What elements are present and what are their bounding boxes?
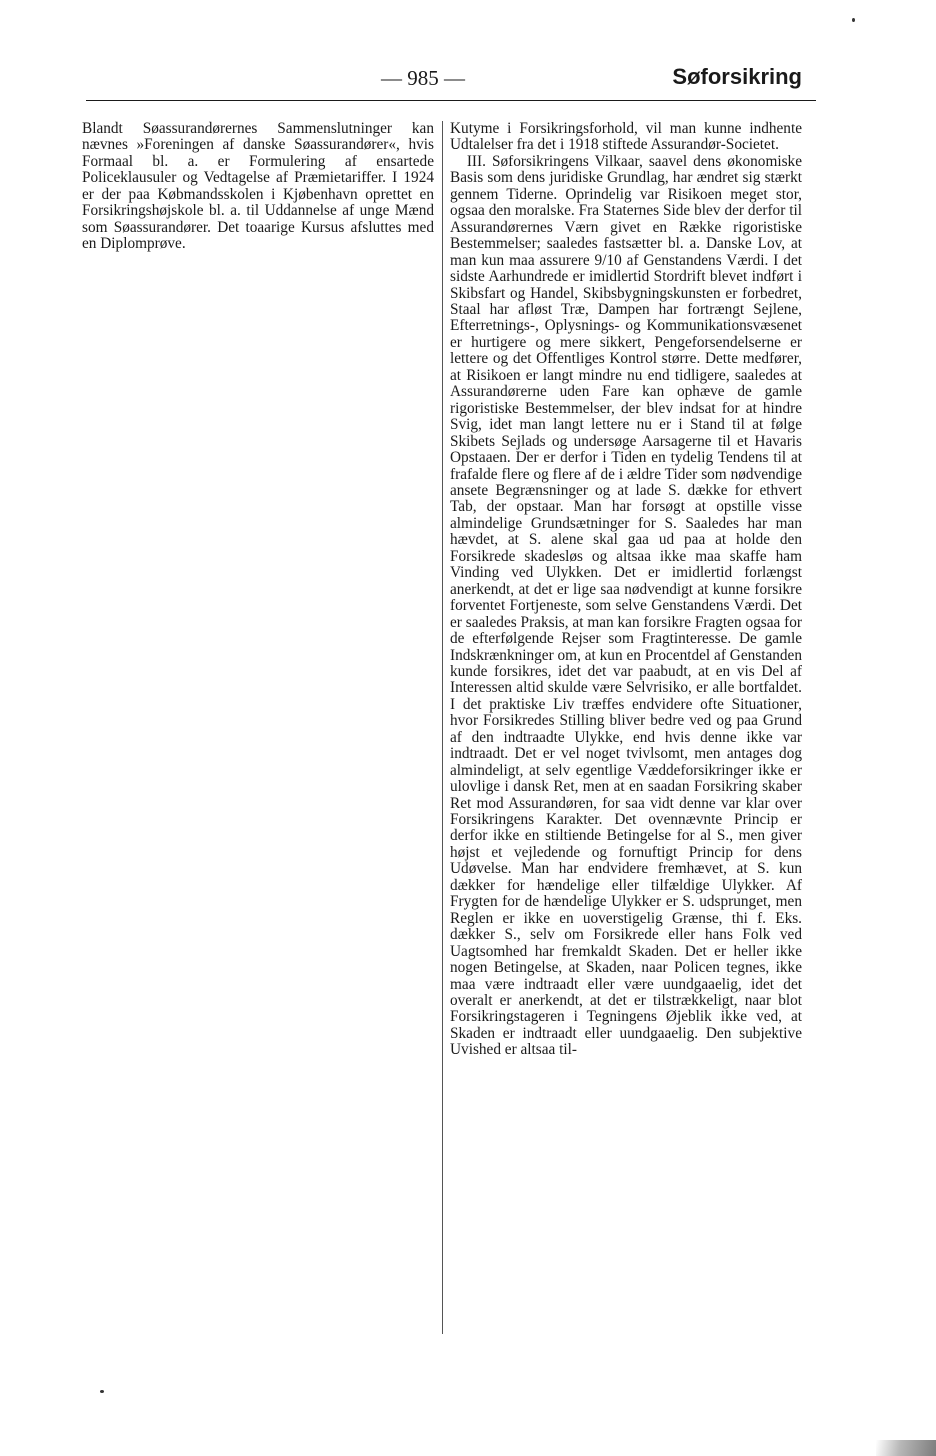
scan-speck [100, 1390, 104, 1393]
paragraph-section-iii: III. Søforsikringens Vilkaar, saavel dens økonomiske Basis som dens juridiske Grundlag, har ændret sig stærkt gennem Tiderne. Oprindelig var Risikoen meget stor, ogsaa den moralske. Fra Staternes Side blev der derfor til Assurandørernes Værn givet en Række rigoristiske Bestemmelser; saaledes fastsætter bl. a. Danske Lov, at man kun maa assurere 9/10 af Genstandens Værdi. I det sidste Aarhundrede er imidlertid Stordrift blevet indført i Skibsfart og Handel, Skibsbygningskunsten er forbedret, Staal har afløst Træ, Dampen har fortrængt Sejlene, Efterretnings-, Oplysnings- og Kommunikationsvæsenet er hurtigere og mere sikkert, Pengeforsendelserne er lettere og det Offentliges Kontrol større. Dette medfører, at Risikoen er langt mindre nu end tidligere, saaledes at Assurandørerne uden Fare kan ophæve de gamle rigoristiske Bestemmelser, der blev indsat for at hindre Svig, idet man langt lettere nu er i Stand til at følge Skibets Sejlads og undersøge Aarsagerne til et Havaris Opstaaen. Der er derfor i Tiden en tydelig Tendens til at frafalde flere og flere af de i ældre Tider som nødvendige ansete Begrænsninger og at lade S. dække for ethvert Tab, der opstaar. Man har forsøgt at opstille visse almindelige Grundsætninger for S. Saaledes har man hævdet, at S. alene skal gaa ud paa at holde den Forsikrede skadesløs og altsaa ikke maa skaffe ham Vinding ved Ulykken. Det er imidlertid forlængst anerkendt, at det er lige saa nødvendigt at kunne forsikre forventet Fortjeneste, som selve Genstandens Værdi. Det er saaledes Praksis, at man kan forsikre Fragten ogsaa for de efterfølgende Rejser som Fragtinteresse. De gamle Indskrænkninger om, at kun en Procentdel af Genstanden kunde forsikres, idet det var paabudt, at en vis Del af Interessen altid skulde være Selvrisiko, er alle bortfaldet. I det praktiske Liv træffes endvidere ofte Situationer, hvor Forsikredes Stilling bliver bedre ved og paa Grund af den indtraadte Ulykke, end hvis denne ikke var indtraadt. Det er vel noget tvivlsomt, men antages dog almindeligt, at selv egentlige Væddeforsikringer ikke er ulovlige i dansk Ret, men at en saadan Forsikring skaber Ret mod Assurandøren, for saa vidt denne var klar over Forsikringens Karakter. Det ovennævnte Princip er derfor ikke en stiltiende Betingelse for al S., men giver højst et vejledende og fornuftigt Princip for dens Udøvelse. Man har endvidere fremhævet, at S. kun dækker for hændelige eller tilfældige Ulykker. Af Frygten for de hændelige Ulykker er S. udsprunget, men Reglen er ikke en uoverstigelig Grænse, thi f. Eks. dækker S., selv om Forsikrede eller hans Folk ved Uagtsomhed har fremkaldt Skaden. Det er heller ikke nogen Betingelse, at Skaden, naar Policen tegnes, ikke maa være indtraadt eller være uundgaaelig, idet det overalt er anerkendt, at det er tilstrækkeligt, naar blot Forsikringstageren i Tegningens Øjeblik ikke ved, at Skaden er indtraadt eller uundgaaelig. Den subjektive Uvished er altsaa til- [450, 152, 802, 1059]
scan-edge-artifact [876, 1440, 936, 1456]
left-column [82, 121, 434, 253]
paragraph-association: Blandt Søassurandørernes Sammenslutninger kan nævnes »Foreningen af danske Søassurandører«, hvis Formaal bl. a. er Formulering af ensartede Policeklausuler og Vedtagelse af Præmietariffer. I 1924 er der paa Købmandsskolen i Kjøbenhavn oprettet en Forsikringshøjskole bl. a. til Uddannelse af unge Mænd som Søassurandører. Det toaarige Kursus afsluttes med en Diplomprøve. [82, 120, 434, 253]
column-divider [442, 121, 443, 1334]
paragraph-kutyme-continued: Kutyme i Forsikringsforhold, vil man kunne indhente Udtalelser fra det i 1918 stiftede Assurandør-Societet. [450, 120, 802, 154]
running-title: Søforsikring [672, 64, 802, 89]
right-column [450, 121, 802, 1059]
scan-speck [852, 18, 855, 22]
page-number: — 985 — [381, 66, 465, 90]
page-header [86, 60, 816, 101]
